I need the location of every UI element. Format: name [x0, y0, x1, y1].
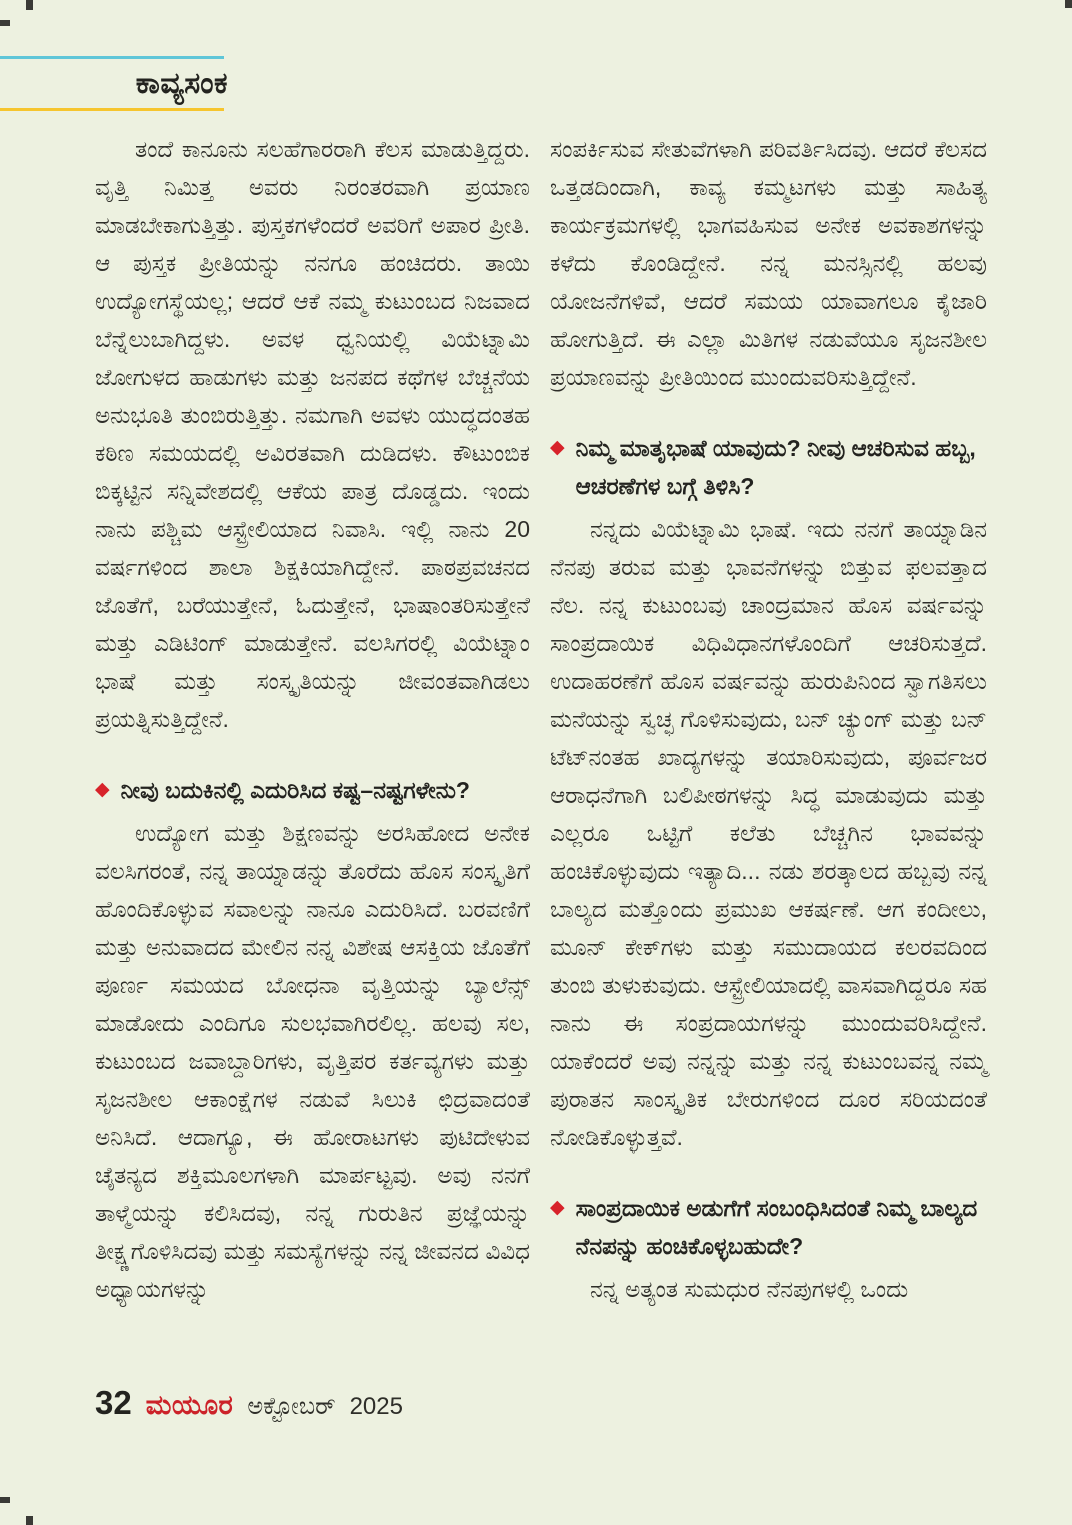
- answer-paragraph-2: ನನ್ನದು ವಿಯೆಟ್ನಾಮಿ ಭಾಷೆ. ಇದು ನನಗೆ ತಾಯ್ನಾಡಿನ ನೆನಪು ತರುವ ಮತ್ತು ಭಾವನೆಗಳನ್ನು ಬಿತ್ತುವ ಫಲವತ್ತಾದ ನೆಲ. ನನ್ನ ಕುಟುಂಬವು ಚಾಂದ್ರಮಾನ ಹೊಸ ವರ್ಷವನ್ನು ಸಾಂಪ್ರದಾಯಿಕ ವಿಧಿವಿಧಾನಗಳೊಂದಿಗೆ ಆಚರಿಸುತ್ತದೆ. ಉದಾಹರಣೆಗೆ ಹೊಸ ವರ್ಷವನ್ನು ಹುರುಪಿನಿಂದ ಸ್ವಾಗತಿಸಲು ಮನೆಯನ್ನು ಸ್ವಚ್ಛ ಗೊಳಿಸುವುದು, ಬನ್ ಚ್ಯುಂಗ್ ಮತ್ತು ಬನ್ ಟೆಟ್‌ನಂತಹ ಖಾದ್ಯಗಳನ್ನು ತಯಾರಿಸುವುದು, ಪೂರ್ವಜರ ಆರಾಧನೆಗಾಗಿ ಬಲಿಪೀಠಗಳನ್ನು ಸಿದ್ಧ ಮಾಡುವುದು ಮತ್ತು ಎಲ್ಲರೂ ಒಟ್ಟಿಗೆ ಕಲೆತು ಬೆಚ್ಚಗಿನ ಭಾವವನ್ನು ಹಂಚಿಕೊಳ್ಳುವುದು ಇತ್ಯಾದಿ... ನಡು ಶರತ್ಕಾಲದ ಹಬ್ಬವು ನನ್ನ ಬಾಲ್ಯದ ಮತ್ತೊಂದು ಪ್ರಮುಖ ಆಕರ್ಷಣೆ. ಆಗ ಕಂದೀಲು, ಮೂನ್ ಕೇಕ್‌ಗಳು ಮತ್ತು ಸಮುದಾಯದ ಕಲರವದಿಂದ ತುಂಬಿ ತುಳುಕುವುದು. ಆಸ್ಟ್ರೇಲಿಯಾದಲ್ಲಿ ವಾಸವಾಗಿದ್ದರೂ ಸಹ ನಾನು ಈ ಸಂಪ್ರದಾಯಗಳನ್ನು ಮುಂದುವರಿಸಿದ್ದೇನೆ. ಯಾಕೆಂದರೆ ಅವು ನನ್ನನ್ನು ಮತ್ತು ನನ್ನ ಕುಟುಂಬವನ್ನ ನಮ್ಮ ಪುರಾತನ ಸಾಂಸ್ಕೃತಿಕ ಬೇರುಗಳಿಂದ ದೂರ ಸರಿಯದಂತೆ ನೋಡಿಕೊಳ್ಳುತ್ತವೆ.: [550, 516, 987, 1150]
- column-masthead: [0, 56, 230, 111]
- diamond-bullet-icon: ◆: [550, 437, 565, 458]
- interview-question-2: [550, 429, 987, 505]
- intro-paragraph: ತಂದೆ ಕಾನೂನು ಸಲಹೆಗಾರರಾಗಿ ಕೆಲಸ ಮಾಡುತ್ತಿದ್ದರು. ವೃತ್ತಿ ನಿಮಿತ್ತ ಅವರು ನಿರಂತರವಾಗಿ ಪ್ರಯಾಣ ಮಾಡಬೇಕಾಗುತ್ತಿತ್ತು. ಪುಸ್ತಕಗಳೆಂದರೆ ಅವರಿಗೆ ಅಪಾರ ಪ್ರೀತಿ. ಆ ಪುಸ್ತಕ ಪ್ರೀತಿಯನ್ನು ನನಗೂ ಹಂಚಿದರು. ತಾಯಿ ಉದ್ಯೋಗಸ್ಥೆಯಲ್ಲ; ಆದರೆ ಆಕೆ ನಮ್ಮ ಕುಟುಂಬದ ನಿಜವಾದ ಬೆನ್ನೆಲುಬಾಗಿದ್ದಳು. ಅವಳ ಧ್ವನಿಯಲ್ಲಿ ವಿಯೆಟ್ನಾಮಿ ಜೋಗುಳದ ಹಾಡುಗಳು ಮತ್ತು ಜನಪದ ಕಥೆಗಳ ಬೆಚ್ಚನೆಯ ಅನುಭೂತಿ ತುಂಬಿರುತ್ತಿತ್ತು. ನಮಗಾಗಿ ಅವಳು ಯುದ್ಧದಂತಹ ಕಠಿಣ ಸಮಯದಲ್ಲಿ ಅವಿರತವಾಗಿ ದುಡಿದಳು. ಕೌಟುಂಬಿಕ ಬಿಕ್ಕಟ್ಟಿನ ಸನ್ನಿವೇಶದಲ್ಲಿ ಆಕೆಯ ಪಾತ್ರ ದೊಡ್ಡದು. ಇಂದು ನಾನು ಪಶ್ಚಿಮ ಆಸ್ಟ್ರೇಲಿಯಾದ ನಿವಾಸಿ. ಇಲ್ಲಿ ನಾನು 20 ವರ್ಷಗಳಿಂದ ಶಾಲಾ ಶಿಕ್ಷಕಿಯಾಗಿದ್ದೇನೆ. ಪಾಠಪ್ರವಚನದ ಜೊತೆಗೆ, ಬರೆಯುತ್ತೇನೆ, ಓದುತ್ತೇನೆ, ಭಾಷಾಂತರಿಸುತ್ತೇನೆ ಮತ್ತು ಎಡಿಟಿಂಗ್ ಮಾಡುತ್ತೇನೆ. ವಲಸಿಗರಲ್ಲಿ ವಿಯೆಟ್ನಾಂ ಭಾಷೆ ಮತ್ತು ಸಂಸ್ಕೃತಿಯನ್ನು ಜೀವಂತವಾಗಿಡಲು ಪ್ರಯತ್ನಿಸುತ್ತಿದ್ದೇನೆ.: [95, 136, 530, 732]
- page-number: 32: [95, 1384, 132, 1421]
- crop-mark-left-top-dash: [0, 20, 10, 26]
- answer-paragraph-1: ಉದ್ಯೋಗ ಮತ್ತು ಶಿಕ್ಷಣವನ್ನು ಅರಸಿಹೋದ ಅನೇಕ ವಲಸಿಗರಂತೆ, ನನ್ನ ತಾಯ್ನಾಡನ್ನು ತೊರೆದು ಹೊಸ ಸಂಸ್ಕೃತಿಗೆ ಹೊಂದಿಕೊಳ್ಳುವ ಸವಾಲನ್ನು ನಾನೂ ಎದುರಿಸಿದೆ. ಬರವಣಿಗೆ ಮತ್ತು ಅನುವಾದದ ಮೇಲಿನ ನನ್ನ ವಿಶೇಷ ಆಸಕ್ತಿಯ ಜೊತೆಗೆ ಪೂರ್ಣ ಸಮಯದ ಬೋಧನಾ ವೃತ್ತಿಯನ್ನು ಬ್ಯಾಲೆನ್ಸ್ ಮಾಡೋದು ಎಂದಿಗೂ ಸುಲಭವಾಗಿರಲಿಲ್ಲ. ಹಲವು ಸಲ, ಕುಟುಂಬದ ಜವಾಬ್ದಾರಿಗಳು, ವೃತ್ತಿಪರ ಕರ್ತವ್ಯಗಳು ಮತ್ತು ಸೃಜನಶೀಲ ಆಕಾಂಕ್ಷೆಗಳ ನಡುವೆ ಸಿಲುಕಿ ಛಿದ್ರವಾದಂತೆ ಅನಿಸಿದೆ. ಆದಾಗ್ಯೂ, ಈ ಹೋರಾಟಗಳು ಪುಟಿದೇಳುವ ಚೈತನ್ಯದ ಶಕ್ತಿಮೂಲಗಳಾಗಿ ಮಾರ್ಪಟ್ಟವು. ಅವು ನನಗೆ ತಾಳ್ಮೆಯನ್ನು ಕಲಿಸಿದವು, ನನ್ನ ಗುರುತಿನ ಪ್ರಜ್ಞೆಯನ್ನು ತೀಕ್ಷ್ಣಗೊಳಿಸಿದವು ಮತ್ತು ಸಮಸ್ಯೆಗಳನ್ನು ನನ್ನ ಜೀವನದ ವಿವಿಧ ಅಧ್ಯಾಯಗಳನ್ನು: [95, 820, 530, 1302]
- crop-mark-left-bottom-dash: [0, 1497, 10, 1503]
- magazine-logo: ಮಯೂರ: [145, 1390, 234, 1420]
- question-text: ಸಾಂಪ್ರದಾಯಿಕ ಅಡುಗೆಗೆ ಸಂಬಂಧಿಸಿದಂತೆ ನಿಮ್ಮ ಬಾಲ್ಯದ ನೆನಪನ್ನು ಹಂಚಿಕೊಳ್ಳಬಹುದೇ?: [575, 1195, 978, 1259]
- column-title: ಕಾವ್ಯಸಂಕ: [135, 67, 228, 100]
- question-text: ನಿಮ್ಮ ಮಾತೃಭಾಷೆ ಯಾವುದು? ನೀವು ಆಚರಿಸುವ ಹಬ್ಬ, ಆಚರಣೆಗಳ ಬಗ್ಗೆ ತಿಳಿಸಿ?: [575, 435, 976, 499]
- left-column: [95, 130, 530, 1308]
- page-footer: [95, 1384, 403, 1422]
- diamond-bullet-icon: ◆: [95, 779, 110, 800]
- yellow-rule: [0, 108, 224, 111]
- answer-paragraph-1-continued: ಸಂಪರ್ಕಿಸುವ ಸೇತುವೆಗಳಾಗಿ ಪರಿವರ್ತಿಸಿದವು. ಆದರೆ ಕೆಲಸದ ಒತ್ತಡದಿಂದಾಗಿ, ಕಾವ್ಯ ಕಮ್ಮಟಗಳು ಮತ್ತು ಸಾಹಿತ್ಯ ಕಾರ್ಯಕ್ರಮಗಳಲ್ಲಿ ಭಾಗವಹಿಸುವ ಅನೇಕ ಅವಕಾಶಗಳನ್ನು ಕಳೆದು ಕೊಂಡಿದ್ದೇನೆ. ನನ್ನ ಮನಸ್ಸಿನಲ್ಲಿ ಹಲವು ಯೋಜನೆಗಳಿವೆ, ಆದರೆ ಸಮಯ ಯಾವಾಗಲೂ ಕೈಜಾರಿ ಹೋಗುತ್ತಿದೆ. ಈ ಎಲ್ಲಾ ಮಿತಿಗಳ ನಡುವೆಯೂ ಸೃಜನಶೀಲ ಪ್ರಯಾಣವನ್ನು ಪ್ರೀತಿಯಿಂದ ಮುಂದುವರಿಸುತ್ತಿದ್ದೇನೆ.: [550, 136, 987, 390]
- right-column: [550, 130, 987, 1308]
- issue-year: 2025: [349, 1393, 403, 1420]
- question-text: ನೀವು ಬದುಕಿನಲ್ಲಿ ಎದುರಿಸಿದ ಕಷ್ಟ–ನಷ್ಟಗಳೇನು?: [120, 777, 470, 803]
- interview-question-3: [550, 1189, 987, 1265]
- diamond-bullet-icon: ◆: [550, 1197, 565, 1218]
- issue-month: ಅಕ್ಟೋಬರ್: [247, 1393, 336, 1420]
- interview-question-1: [95, 771, 530, 809]
- crop-mark-bottom-tick: [26, 1516, 33, 1525]
- answer-paragraph-3-start: ನನ್ನ ಅತ್ಯಂತ ಸುಮಧುರ ನೆನಪುಗಳಲ್ಲಿ ಒಂದು: [590, 1276, 909, 1302]
- crop-mark-top-tick: [26, 0, 33, 10]
- crop-mark-top-right-tick: [1065, 0, 1072, 8]
